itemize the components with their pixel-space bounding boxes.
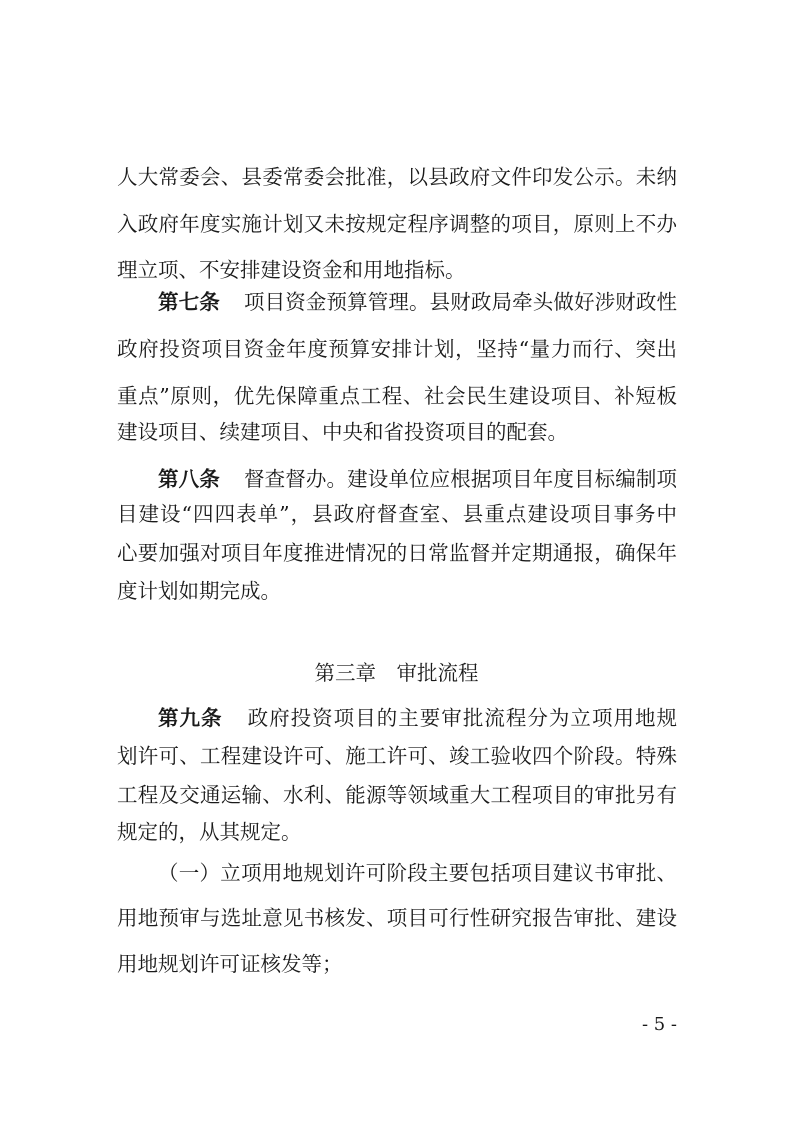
- item1-line-2: 用地预审与选址意见书核发、项目可行性研究报告审批、建设: [117, 906, 677, 930]
- article8-label: 第八条: [158, 467, 220, 491]
- article8-first-text: 督查督办。建设单位应根据项目年度目标编制项: [243, 467, 677, 491]
- article9-first-text: 政府投资项目的主要审批流程分为立项用地规: [246, 706, 678, 730]
- para1-line-3: 理立项、不安排建设资金和用地指标。: [117, 258, 466, 282]
- article8-first-line: [158, 465, 677, 493]
- para1-line-2: 入政府年度实施计划又未按规定程序调整的项目，原则上不办: [117, 212, 677, 236]
- article9-line-3: 工程及交通运输、水利、能源等领域重大工程项目的审批另有: [117, 783, 677, 807]
- article7-line-2: 政府投资项目资金年度预算安排计划，坚持“量力而行、突出: [117, 337, 677, 361]
- article9-line-4: 规定的，从其规定。: [117, 820, 302, 844]
- article9-line-2: 划许可、工程建设许可、施工许可、竣工验收四个阶段。特殊: [117, 744, 677, 768]
- article7-first-line: [158, 288, 677, 316]
- article9-label: 第九条: [158, 706, 223, 730]
- article7-line-3: 重点”原则，优先保障重点工程、社会民生建设项目、补短板: [117, 384, 677, 408]
- item1-first-line: （一）立项用地规划许可阶段主要包括项目建议书审批、: [158, 861, 677, 885]
- article7-line-4: 建设项目、续建项目、中央和省投资项目的配套。: [117, 420, 568, 444]
- article8-line-3: 心要加强对项目年度推进情况的日常监督并定期通报，确保年: [117, 541, 677, 565]
- article7-label: 第七条: [158, 290, 220, 314]
- chapter-heading: 第三章 审批流程: [314, 661, 479, 685]
- article8-line-4: 度计划如期完成。: [117, 579, 281, 603]
- para1-line-1: 人大常委会、县委常委会批准，以县政府文件印发公示。未纳: [117, 165, 677, 189]
- article9-first-line: [158, 704, 677, 732]
- page-number: - 5 -: [641, 1014, 677, 1035]
- article7-first-text: 项目资金预算管理。县财政局牵头做好涉财政性: [243, 290, 677, 314]
- article8-line-2: 目建设“四四表单”，县政府督查室、县重点建设项目事务中: [117, 502, 677, 526]
- item1-line-3: 用地规划许可证核发等；: [117, 952, 343, 976]
